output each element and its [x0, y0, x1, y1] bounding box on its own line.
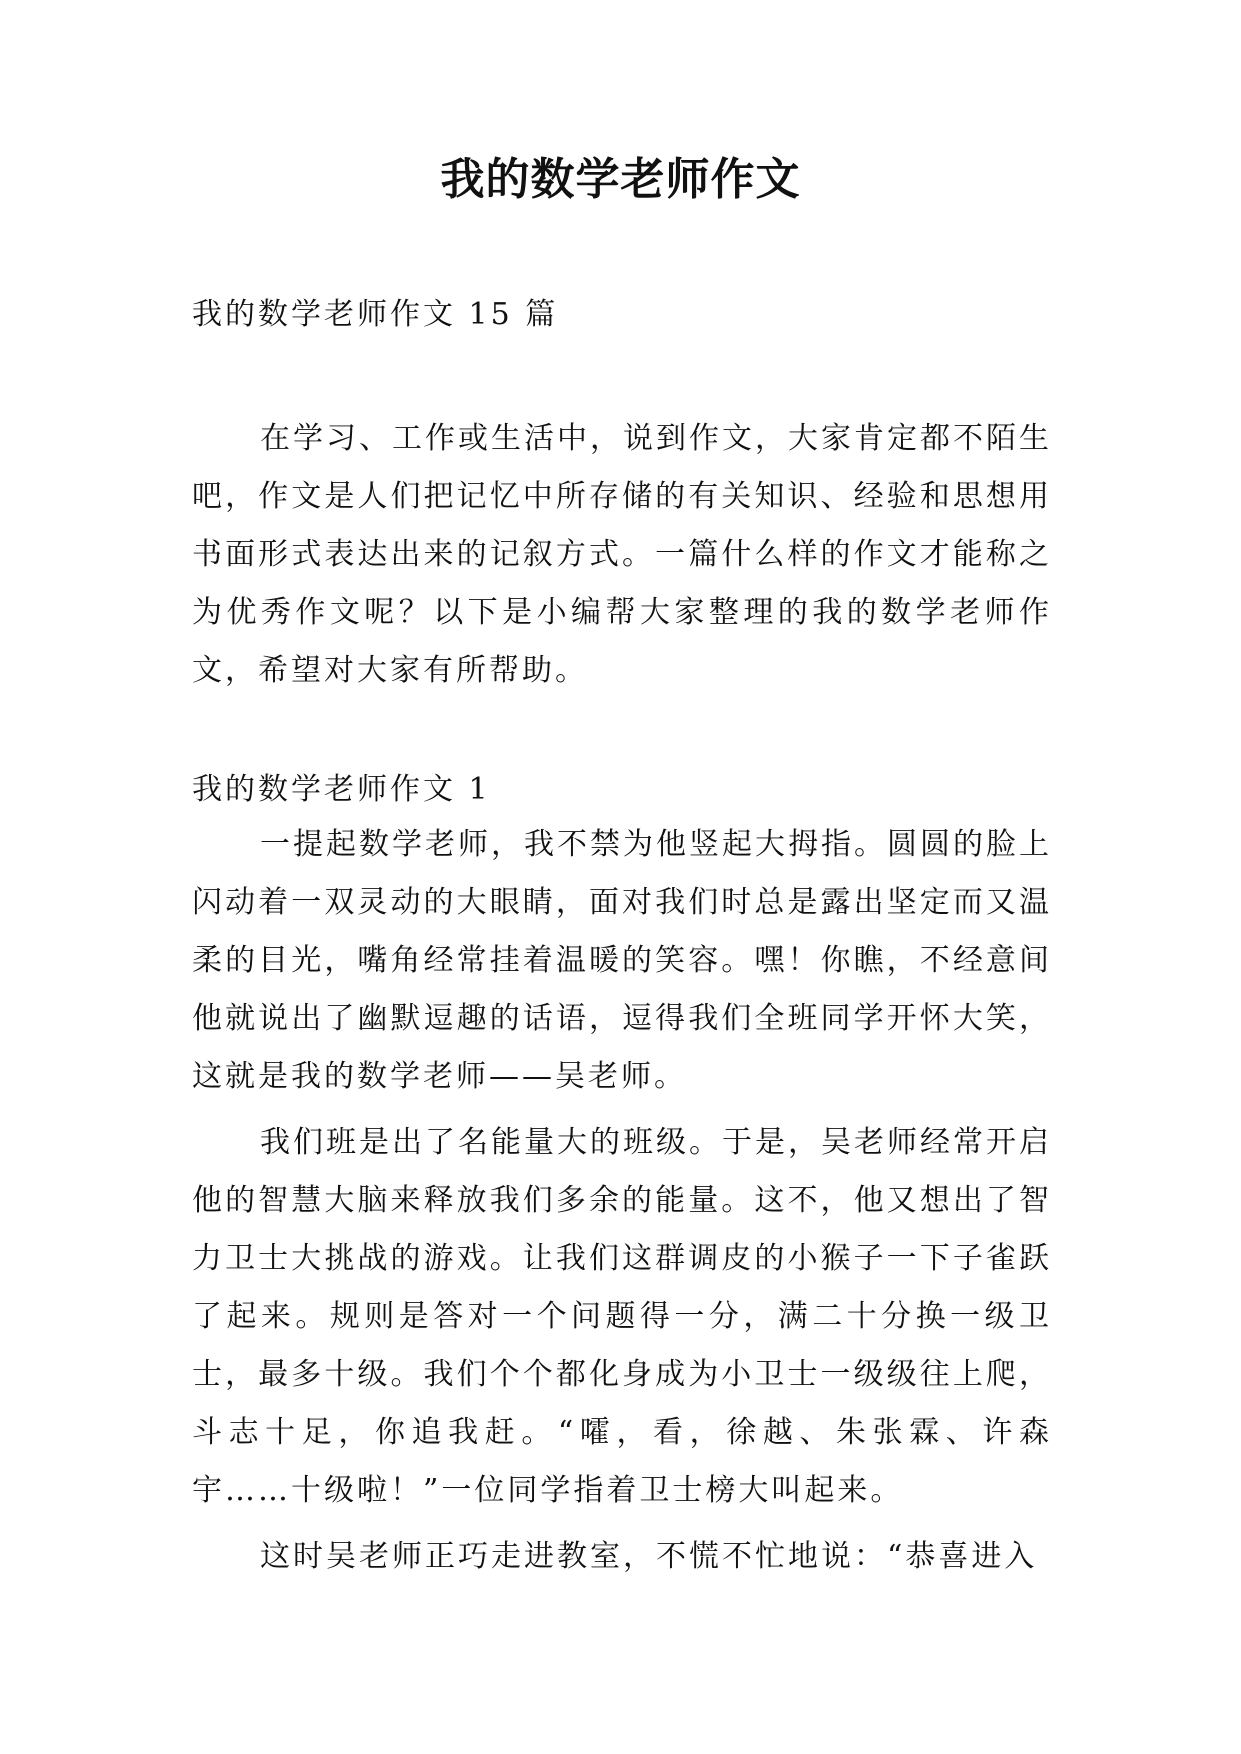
document-title: 我的数学老师作文 [440, 154, 801, 205]
article-paragraph-1: 一提起数学老师，我不禁为他竖起大拇指。圆圆的脸上闪动着一双灵动的大眼睛，面对我们时总是露出坚定而又温柔的目光，嘴角经常挂着温暖的笑容。嘿！你瞧，不经意间他就说出了幽默逗趣的话语，逗得我们全班同学开怀大笑，这就是我的数学老师——吴老师。 [192, 827, 1052, 1094]
article-paragraph-2: 我们班是出了名能量大的班级。于是，吴老师经常开启他的智慧大脑来释放我们多余的能量。这不，他又想出了智力卫士大挑战的游戏。让我们这群调皮的小猴子一下子雀跃了起来。规则是答对一个问题得一分，满二十分换一级卫士，最多十级。我们个个都化身成为小卫士一级级往上爬，斗志十足，你追我赶。“嚯，看，徐越、朱张霖、许森宇……十级啦！”一位同学指着卫士榜大叫起来。 [192, 1125, 1052, 1508]
article-paragraph-3: 这时吴老师正巧走进教室，不慌不忙地说：“恭喜进入 [260, 1539, 1038, 1574]
article-body [192, 816, 1052, 1594]
intro-paragraph: 在学习、工作或生活中，说到作文，大家肯定都不陌生吧，作文是人们把记忆中所存储的有关知识、经验和思想用书面形式表达出来的记叙方式。一篇什么样的作文才能称之为优秀作文呢？以下是小编帮大家整理的我的数学老师作文，希望对大家有所帮助。 [192, 421, 1052, 688]
section-heading: 我的数学老师作文 1 [192, 772, 491, 807]
document-subtitle: 我的数学老师作文 15 篇 [192, 297, 559, 332]
